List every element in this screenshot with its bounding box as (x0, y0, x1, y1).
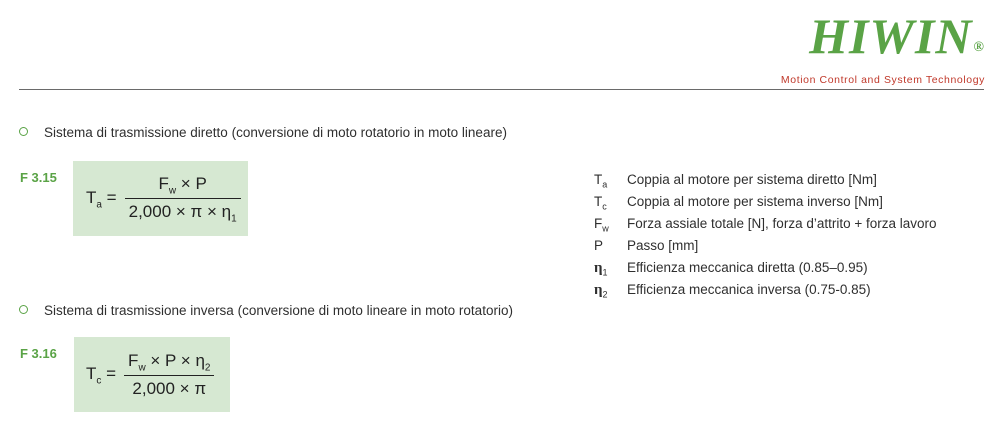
formula-numerator: $F_w \times P \times \eta_2$ (124, 351, 214, 376)
legend-item (594, 259, 937, 281)
formula-denominator: $2,000 \times \pi \times \eta_1$ (128, 202, 237, 225)
legend-item (594, 193, 937, 215)
formula-f316 (86, 351, 214, 399)
legend-symbol: P (594, 238, 604, 253)
bullet-circle-icon (19, 305, 28, 314)
formula-lhs: $T_a$ = (86, 188, 117, 211)
legend-text: Efficienza meccanica diretta (0.85–0.95) (627, 260, 868, 275)
formula-lhs: $T_c$ = (86, 364, 117, 387)
legend-item (594, 281, 937, 303)
formula-ref-f316: F 3.16 (20, 346, 57, 361)
formula-f315 (86, 174, 241, 225)
hiwin-logo (781, 10, 985, 86)
logo-tagline: Motion Control and System Technology (780, 74, 985, 86)
symbol-legend (594, 171, 937, 303)
legend-text: Passo [mm] (627, 238, 699, 253)
legend-text: Efficienza meccanica inversa (0.75-0.85) (627, 282, 871, 297)
legend-item (594, 237, 937, 259)
bullet-inverse-transmission: Sistema di trasmissione inversa (conversione di moto lineare in moto rotatorio) (19, 303, 513, 318)
legend-symbol: $T_c$ (594, 194, 607, 212)
formula-denominator: 2,000 × π (132, 379, 207, 399)
header-divider (19, 89, 984, 90)
formula-numerator: $F_w \times P$ (125, 174, 241, 199)
legend-symbol: $\eta_2$ (594, 282, 608, 300)
registered-mark: ® (973, 40, 985, 55)
legend-text: Coppia al motore per sistema inverso [Nm] (627, 194, 883, 209)
formula-ref-f315: F 3.15 (20, 170, 57, 185)
legend-item (594, 171, 937, 193)
bullet-direct-transmission: Sistema di trasmissione diretto (conversione di moto rotatorio in moto lineare) (19, 125, 507, 140)
legend-symbol: $\eta_1$ (594, 260, 608, 278)
bullet-circle-icon (19, 127, 28, 136)
legend-symbol: $T_a$ (594, 172, 608, 190)
logo-wordmark: HIWIN® (809, 8, 985, 64)
legend-text: Forza assiale totale [N], forza d’attrito + forza lavoro (627, 216, 937, 231)
legend-symbol: $F_w$ (594, 216, 609, 234)
legend-item (594, 215, 937, 237)
legend-text: Coppia al motore per sistema diretto [Nm] (627, 172, 877, 187)
